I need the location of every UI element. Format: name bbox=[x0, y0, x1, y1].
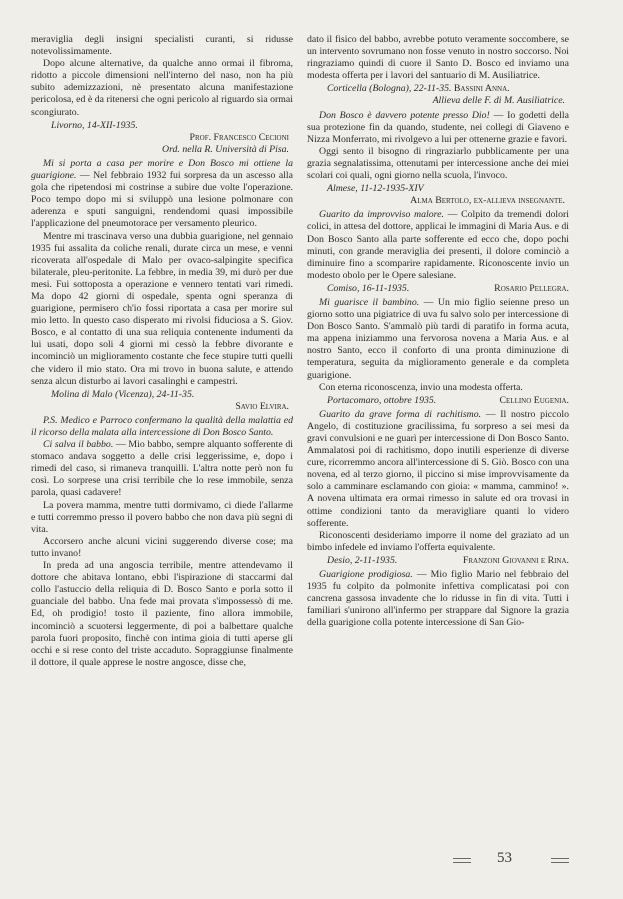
left-column bbox=[31, 34, 293, 669]
signature-place-date: Almese, 11-12-1935-XIV bbox=[327, 183, 424, 195]
testimony-text: — Il nostro piccolo Angelo, di costituzione gracilissima, fu sorpreso a sei mesi da gravi convulsioni e ne guarì per intercessione di Don Bosco Santo. Ammalatosi poi di rachitismo, dopo inutili esperienze di diverse cure, ricorremmo ancora all'intercessione di S. Giò. Bosco con una novena, ed al terzo giorno, il piccino si mise improvvisamente da solo a camminare esclamando con gioia: « mamma, cammino! ». A novena ultimata era ormai rimesso in salute ed ora trovasi in ottime condizioni tanto da meravigliare quanti lo videro sofferente. bbox=[307, 408, 570, 529]
signature-name: Franzoni Giovanni e Rina. bbox=[462, 554, 569, 566]
paragraph: Accorsero anche alcuni vicini suggerendo diverse cose; ma tutto invano! bbox=[31, 535, 293, 559]
paragraph: La povera mamma, mentre tutti dormivamo, ci diede l'allarme e tutti corremmo presso il povero babbo che non dava più segni di vita. bbox=[31, 499, 293, 535]
testimony-text: — Colpito da tremendi dolori colici, in attesa del dottore, applicai le immagini di Maria Aus. e di Don Bosco Santo alla parte sofferente ed ecco che, dopo pochi minuti, con grande meraviglia dei presenti, il dolore cominciò a diminuire fino a scomparire rapidamente. Riconoscente invio un modesto obolo per le Opere salesiane. bbox=[307, 209, 569, 281]
signature-role: Allieva delle F. di M. Ausiliatrice. bbox=[432, 95, 565, 107]
testimony-text: — Mio babbo, sempre alquanto sofferente di stomaco andava soggetto a delle crisi leggerissime, e, dopo i rimedi del caso, si rimaneva tranquilli. L'altra notte però non fu così. Lo sorprese una crisi terribile che lo rese immobile, senza parola, quasi cadavere! bbox=[31, 439, 293, 499]
testimony-title: Guarito da grave forma di rachitismo. bbox=[319, 408, 482, 420]
postscript: P.S. Medico e Parroco confermano la qualità della malattia ed il ricorso della malata alla intercessione di Don Bosco Santo. bbox=[31, 414, 293, 438]
signature-name: Rosario Pellegra. bbox=[494, 282, 569, 294]
testimony-paragraph bbox=[307, 409, 569, 530]
testimony-paragraph bbox=[307, 569, 569, 629]
signature-place-date: Comiso, 16-11-1935. bbox=[327, 282, 410, 294]
testimony-title: Mi si porta a casa per morire e Don Bosco mi ottiene la guarigione. bbox=[31, 157, 293, 182]
testimony-text: — Io godetti della sua protezione fin da quando, studente, nei collegi di Giaveno e Nizza Monferrato, mi rivolgevo a lui per ottenerne grazie e favori. bbox=[307, 109, 569, 145]
ornament-rule-left bbox=[453, 858, 471, 863]
signature-name: Prof. Francesco Cecioni bbox=[189, 131, 289, 143]
signature-place-date: Portacomaro, ottobre 1935. bbox=[327, 394, 437, 406]
signature-block bbox=[307, 83, 569, 107]
signature-block bbox=[307, 555, 569, 567]
testimony-paragraph bbox=[307, 110, 569, 146]
testimony-title: Guarigione prodigiosa. bbox=[319, 569, 413, 581]
ornament-rule-right bbox=[551, 858, 569, 863]
testimony-text: — Nel febbraio 1932 fui sorpresa da un ascesso alla gola che ripetendosi mi costrinse a subire due volte l'operazione. Poco tempo dopo mi si sviluppò una lesione polmonare con aderenza e sputi sanguigni, rendendomi quasi impossibile l'applicazione del pneumotorace per versamento pleurico. bbox=[31, 170, 293, 230]
signature-block bbox=[307, 395, 569, 407]
page-number: 53 bbox=[497, 850, 512, 866]
paragraph: Mentre mi trascinava verso una dubbia guarigione, nel gennaio 1935 fui assalita da coliche renali, durate circa un mese, e venni ricoverata all'ospedale di Malo per ovaco-salpingite specifica bilaterale, pleu-peritonite. La febbre, in media 39, mi durò per due mesi. Fui sottoposta a operazione e vennero tentati vari rimedi. Ma dopo 42 giorni di ospedale, spenta ogni speranza di guarigione, permisero ch'io fossi riportata a casa per morire sul mio letto. In questo caso disperato mi rivolsi fiduciosa a S. Giov. Bosco, e al contatto di una sua reliquia contenente indumenti da lui usati, dopo soli 4 giorni mi cessò la febbre divorante e incominciò un miglioramento costante che fece stupire tutti quelli che videro il mio stato. Ora mi trovo in buona salute, e attendo senza alcun disturbo ai lavori casalinghi e campestri. bbox=[31, 230, 293, 387]
signature-block bbox=[307, 283, 569, 295]
testimony-paragraph bbox=[307, 209, 569, 282]
signature-block bbox=[31, 389, 293, 413]
signature-role: Ord. nella R. Università di Pisa. bbox=[162, 143, 289, 155]
testimony-text: — Mio figlio Mario nel febbraio del 1935 fu colpito da polmonite infettiva complicatasi poi con cancrena gassosa invadente che lo ridusse in fin di vita. Tutti i familiari s'unirono all'infermo per strappare dal Signore la grazia della guarigione colla potente intercessione di San Gio- bbox=[307, 569, 569, 629]
testimony-title: Ci salva il babbo. bbox=[43, 439, 114, 451]
signature-block bbox=[31, 120, 293, 156]
signature-place-date: Livorno, 14-XII-1935. bbox=[51, 119, 138, 131]
paragraph: meraviglia degli insigni specialisti curanti, si ridusse notevolissimamente. bbox=[31, 34, 293, 58]
signature-block bbox=[307, 183, 569, 207]
testimony-paragraph bbox=[31, 439, 293, 499]
signature-place: Corticella (Bologna), 22-11-35. bbox=[327, 83, 452, 95]
paragraph: Oggi sento il bisogno di ringraziarlo pubblicamente per una grazia segnalatissima, ottenutami per intercessione anche dei miei scolari coi quali, ogni giorno nella scuola, l'invoco. bbox=[307, 145, 569, 182]
signature-place-date: Desio, 2-11-1935. bbox=[327, 554, 398, 566]
testimony-paragraph bbox=[307, 297, 569, 382]
right-column bbox=[307, 34, 569, 630]
paragraph: In preda ad una angoscia terribile, mentre attendevamo il dottore che abitava lontano, ebbi l'ispirazione di staccarmi dal collo l'astuccio della reliquia di D. Bosco Santo e porla sotto il guanciale del babbo. Una fede mai provata s'impossessò di me. Ed, oh prodigio! tosto il paziente, fino allora immobile, incominciò a scuotersi leggermente, di poi a balbettare qualche parola fuori proposito, finchè con intima gioia di tutti aperse gli occhi e si rese conto del triste accaduto. Sopraggiunse finalmente il dottore, il quale apprese le nostre angosce, disse che, bbox=[31, 560, 293, 668]
page-footer bbox=[307, 850, 569, 870]
testimony-title: Mi guarisce il bambino. bbox=[319, 296, 420, 308]
testimony-text: — Un mio figlio seienne preso un giorno sotto una pigiatrice di uva fu salvo solo per intercessione di Don Bosco Santo. S'ammalò più tardi di paratifo in forma acuta, ma appena iniziammo una fervorosa novena a Maria Aus. e al nostro Santo, ecco il conforto di una pronta diminuzione di temperatura, seguita da miglioramento generale e da completa guarigione. bbox=[307, 296, 569, 381]
signature-name: Cellino Eugenia. bbox=[499, 394, 569, 406]
paragraph: Riconoscenti desideriamo imporre il nome del graziato ad un bimbo infedele ed inviamo l'offerta equivalente. bbox=[307, 529, 569, 553]
signature-place-date: Molina di Malo (Vicenza), 24-11-35. bbox=[51, 388, 195, 400]
paragraph: Dopo alcune alternative, da qualche anno ormai il fibroma, ridotto a piccole dimensioni nell'interno del naso, non ha più subito ademizzazioni, nè presentato alcuna manifestazione pericolosa, ed è da ritenersi che ogni pericolo al riguardo sia ormai scongiurato. bbox=[31, 58, 293, 118]
testimony-title: Guarito da improvviso malore. bbox=[319, 209, 444, 221]
testimony-title: Don Bosco è davvero potente presso Dio! bbox=[319, 109, 490, 121]
signature-name: Alma Bertolo, ex-allieva insegnante. bbox=[410, 195, 565, 207]
paragraph: dato il fisico del babbo, avrebbe potuto veramente soccombere, se un intervento sovrumano non fosse venuto in nostro soccorso. Noi ringraziamo quindi di cuore il Santo D. Bosco ed inviamo una modesta offerta per i lavori del santuario di M. Ausiliatrice. bbox=[307, 34, 569, 82]
signature-place-date bbox=[307, 83, 569, 95]
testimony-paragraph bbox=[31, 158, 293, 231]
signature-name: Savio Elvira. bbox=[235, 400, 289, 412]
signature-name: Bassini Anna. bbox=[453, 83, 510, 95]
paragraph: Con eterna riconoscenza, invio una modesta offerta. bbox=[319, 381, 523, 393]
